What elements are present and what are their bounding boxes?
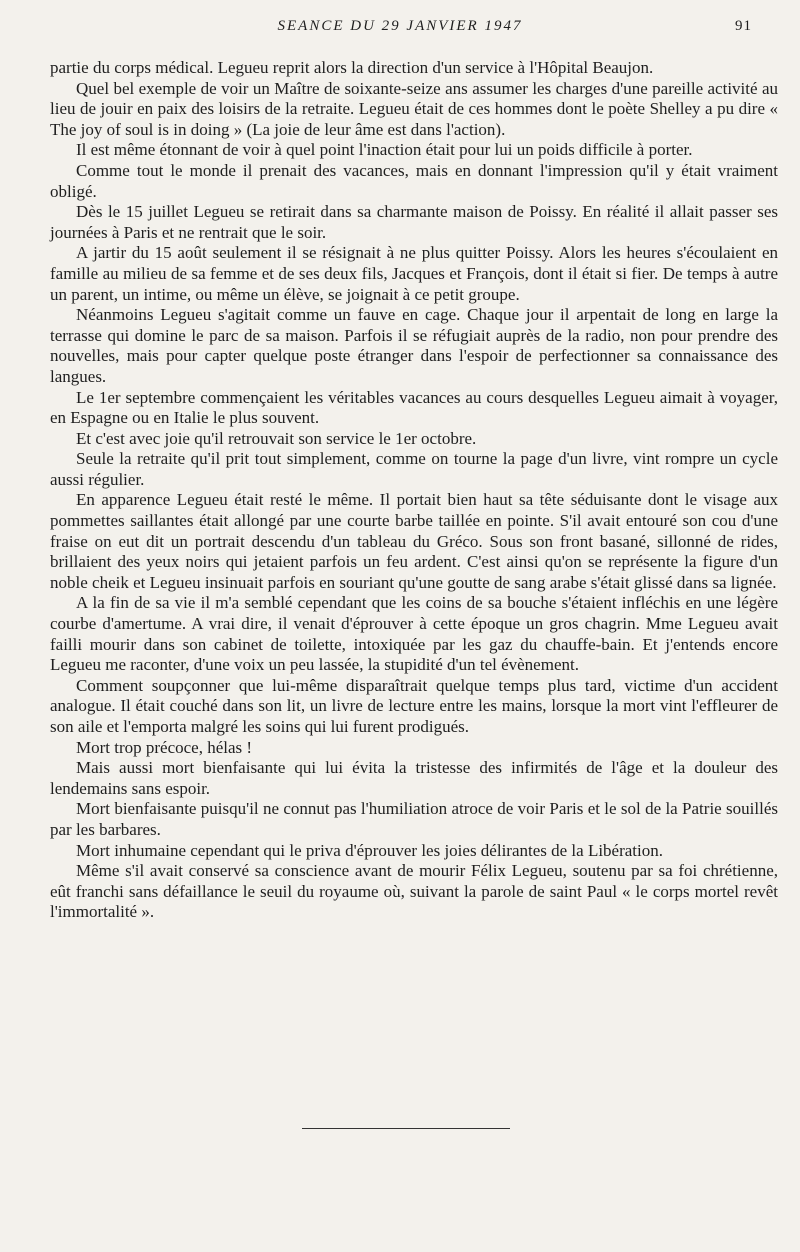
closing-rule bbox=[302, 1128, 510, 1129]
paragraph: Il est même étonnant de voir à quel point l'inaction était pour lui un poids difficile à porter. bbox=[76, 140, 693, 160]
paragraph: Néanmoins Legueu s'agitait comme un fauve en cage. Chaque jour il arpentait de long en large la terrasse qui domine le parc de sa maison. Parfois il se réfugiait auprès de la radio, non pour prendre des nouvelles, mais pour capter quelque poste étranger dans l'espoir de perfectionner sa connaissance des langues. bbox=[50, 305, 778, 386]
paragraph: Et c'est avec joie qu'il retrouvait son service le 1er octobre. bbox=[76, 428, 477, 448]
paragraph: Mais aussi mort bienfaisante qui lui évita la tristesse des infirmités de l'âge et la douleur des lendemains sans espoir. bbox=[50, 758, 778, 798]
header-title: SEANCE DU 29 JANVIER 1947 bbox=[277, 18, 523, 34]
paragraph: En apparence Legueu était resté le même. Il portait bien haut sa tête séduisante dont le visage aux pommettes saillantes était allongé par une courte barbe taillée en pointe. S'il avait entouré son cou d'une fraise on eut dit un portrait descendu d'un tableau du Gréco. Sous son front basané, sillonné de rides, brillaient des yeux noirs qui jetaient parfois un feu ardent. C'est ainsi qu'on se représente la figure d'un noble cheik et Legueu insinuait parfois en souriant qu'une goutte de sang arabe s'était glissé dans sa lignée. bbox=[50, 490, 778, 592]
paragraph: Le 1er septembre commençaient les véritables vacances au cours desquelles Legueu aimait à voyager, en Espagne ou en Italie le plus souvent. bbox=[50, 387, 778, 428]
paragraph: Mort inhumaine cependant qui le priva d'éprouver les joies délirantes de la Libération. bbox=[76, 840, 664, 860]
page-number: 91 bbox=[735, 18, 752, 34]
paragraph: Comment soupçonner que lui-même disparaîtrait quelque temps plus tard, victime d'un accident analogue. Il était couché dans son lit, un livre de lecture entre les mains, lorsque la mort vint l'effleurer de son aile et l'emporta malgré les soins qui lui furent prodigués. bbox=[50, 675, 778, 736]
paragraph: A la fin de sa vie il m'a semblé cependant que les coins de sa bouche s'étaient infléchis en une légère courbe d'amertume. A vrai dire, il venait d'éprouver à cette époque un gros chagrin. Mme Legueu avait failli mourir dans son cabinet de toilette, intoxiquée par les gaz du chauffe-bain. Et j'entends encore Legueu me raconter, d'une voix un peu lassée, la stupidité d'un tel évènement. bbox=[50, 593, 778, 675]
paragraph: Comme tout le monde il prenait des vacances, mais en donnant l'impression qu'il y était vraiment obligé. bbox=[50, 160, 778, 201]
paragraph: Mort trop précoce, hélas ! bbox=[76, 737, 253, 757]
body-text bbox=[50, 58, 778, 923]
paragraph: Seule la retraite qu'il prit tout simplement, comme on tourne la page d'un livre, vint rompre un cycle aussi régulier. bbox=[50, 449, 778, 489]
paragraph: Même s'il avait conservé sa conscience avant de mourir Félix Legueu, soutenu par sa foi chrétienne, eût franchi sans défaillance le seuil du royaume où, suivant la parole de saint Paul « le corps mortel revêt l'immortalité ». bbox=[50, 861, 778, 922]
paragraph: Dès le 15 juillet Legueu se retirait dans sa charmante maison de Poissy. En réalité il allait passer ses journées à Paris et ne rentrait que le soir. bbox=[50, 202, 778, 242]
paragraph: A jartir du 15 août seulement il se résignait à ne plus quitter Poissy. Alors les heures s'écoulaient en famille au milieu de sa femme et de ses deux fils, Jacques et François, dont il était si fier. De temps à autre un parent, un intime, ou même un élève, se joignait à ce petit groupe. bbox=[50, 243, 778, 304]
paragraph: Mort bienfaisante puisqu'il ne connut pas l'humiliation atroce de voir Paris et le sol de la Patrie souillés par les barbares. bbox=[50, 799, 778, 839]
running-header bbox=[48, 18, 752, 44]
paragraph: partie du corps médical. Legueu reprit alors la direction d'un service à l'Hôpital Beaujon. bbox=[50, 58, 654, 77]
paragraph: Quel bel exemple de voir un Maître de soixante-seize ans assumer les charges d'une pareille activité au lieu de jouir en paix des loisirs de la retraite. Legueu était de ces hommes dont le poète Shelley a pu dire « The joy of soul is in doing » (La joie de leur âme est dans l'action). bbox=[50, 78, 778, 139]
